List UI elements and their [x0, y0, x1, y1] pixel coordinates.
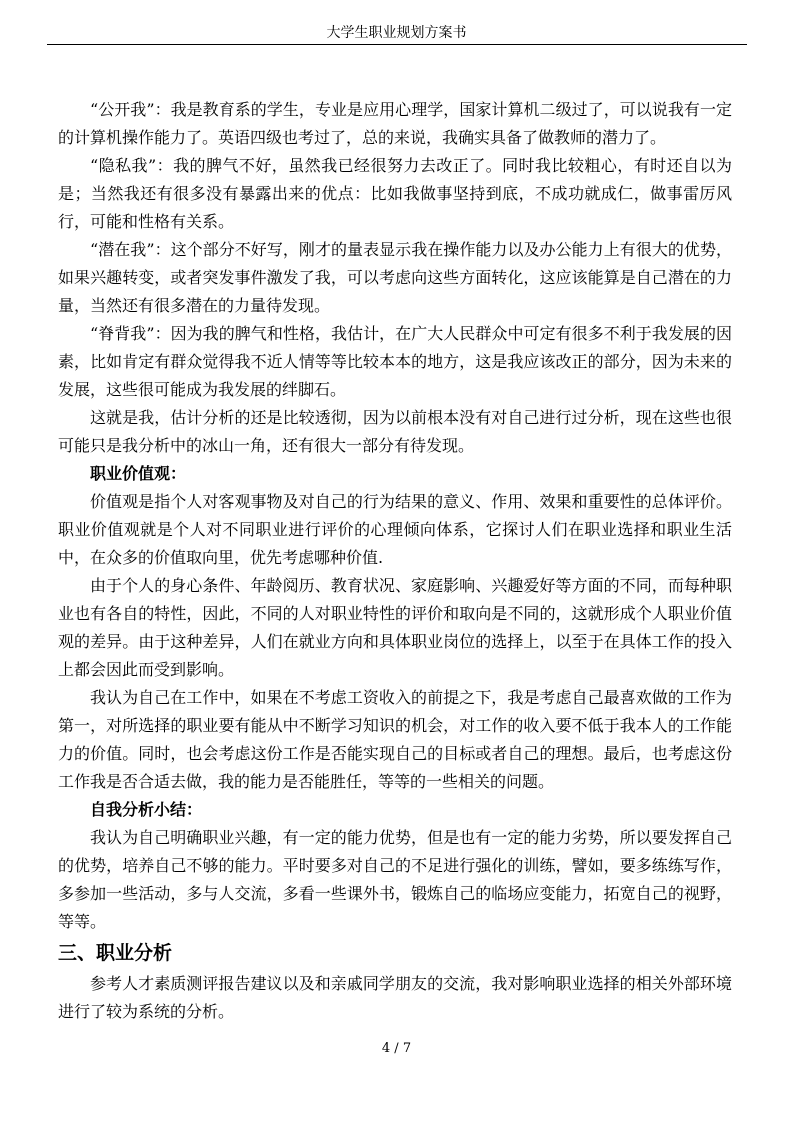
header-divider	[47, 44, 747, 45]
paragraph-blind-self: “脊背我”：因为我的脾气和性格，我估计，在广大人民群众中可定有很多不利于我发展的因素，比如肯定有群众觉得我不近人情等等比较本本的地方，这是我应该改正的部分，因为未来的发展，这些很可能成为我发展的绊脚石。	[58, 324, 732, 399]
paragraph-potential-self: “潜在我”：这个部分不好写，刚才的量表显示我在操作能力以及办公能力上有很大的优势，如果兴趣转变，或者突发事件激发了我，可以考虑向这些方面转化，这应该能算是自己潜在的力量，当然还有很多潜在的力量待发现。	[58, 240, 732, 315]
page-number: 4 / 7	[381, 1041, 412, 1056]
career-analysis-paragraph: 参考人才素质测评报告建议以及和亲戚同学朋友的交流，我对影响职业选择的相关外部环境进行了较为系统的分析。	[58, 974, 732, 1021]
running-header: 大学生职业规划方案书	[326, 25, 467, 41]
career-values-paragraph: 由于个人的身心条件、年龄阅历、教育状况、家庭影响、兴趣爱好等方面的不同，而每种职业也有各自的特性，因此，不同的人对职业特性的评价和取向是不同的，这就形成个人职业价值观的差异。由于这种差异，人们在就业方向和具体职业岗位的选择上，以至于在具体工作的投入上都会因此而受到影响。	[58, 576, 732, 679]
career-values-heading: 职业价值观：	[90, 464, 187, 483]
page-body	[58, 96, 732, 1026]
career-values-paragraph: 我认为自己在工作中，如果在不考虑工资收入的前提之下，我是考虑自己最喜欢做的工作为第一，对所选择的职业要有能从中不断学习知识的机会，对工作的收入要不低于我本人的工作能力的价值。同时，也会考虑这份工作是否能实现自己的目标或者自己的理想。最后，也考虑这份工作我是否合适去做，我的能力是否能胜任，等等的一些相关的问题。	[58, 688, 732, 791]
career-values-paragraph: 价值观是指个人对客观事物及对自己的行为结果的意义、作用、效果和重要性的总体评价。职业价值观就是个人对不同职业进行评价的心理倾向体系，它探讨人们在职业选择和职业生活中，在众多的价值取向里，优先考虑哪种价值.	[58, 492, 732, 567]
paragraph-private-self: “隐私我”：我的脾气不好，虽然我已经很努力去改正了。同时我比较粗心，有时还自以为是；当然我还有很多没有暴露出来的优点：比如我做事坚持到底，不成功就成仁，做事雷厉风行，可能和性格有关系。	[58, 156, 732, 231]
section-heading-career-analysis: 三、职业分析	[58, 942, 173, 964]
self-summary-paragraph: 我认为自己明确职业兴趣，有一定的能力优势，但是也有一定的能力劣势，所以要发挥自己的优势，培养自己不够的能力。平时要多对自己的不足进行强化的训练，譬如，要多练练写作，多参加一些活动，多与人交流，多看一些课外书，锻炼自己的临场应变能力，拓宽自己的视野，等等。	[58, 828, 732, 931]
paragraph-self-conclusion: 这就是我，估计分析的还是比较透彻，因为以前根本没有对自己进行过分析，现在这些也很可能只是我分析中的冰山一角，还有很大一部分有待发现。	[58, 408, 732, 455]
paragraph-public-self: “公开我”：我是教育系的学生，专业是应用心理学，国家计算机二级过了，可以说我有一定的计算机操作能力了。英语四级也考过了，总的来说，我确实具备了做教师的潜力了。	[58, 100, 732, 147]
self-summary-heading: 自我分析小结：	[90, 800, 203, 819]
